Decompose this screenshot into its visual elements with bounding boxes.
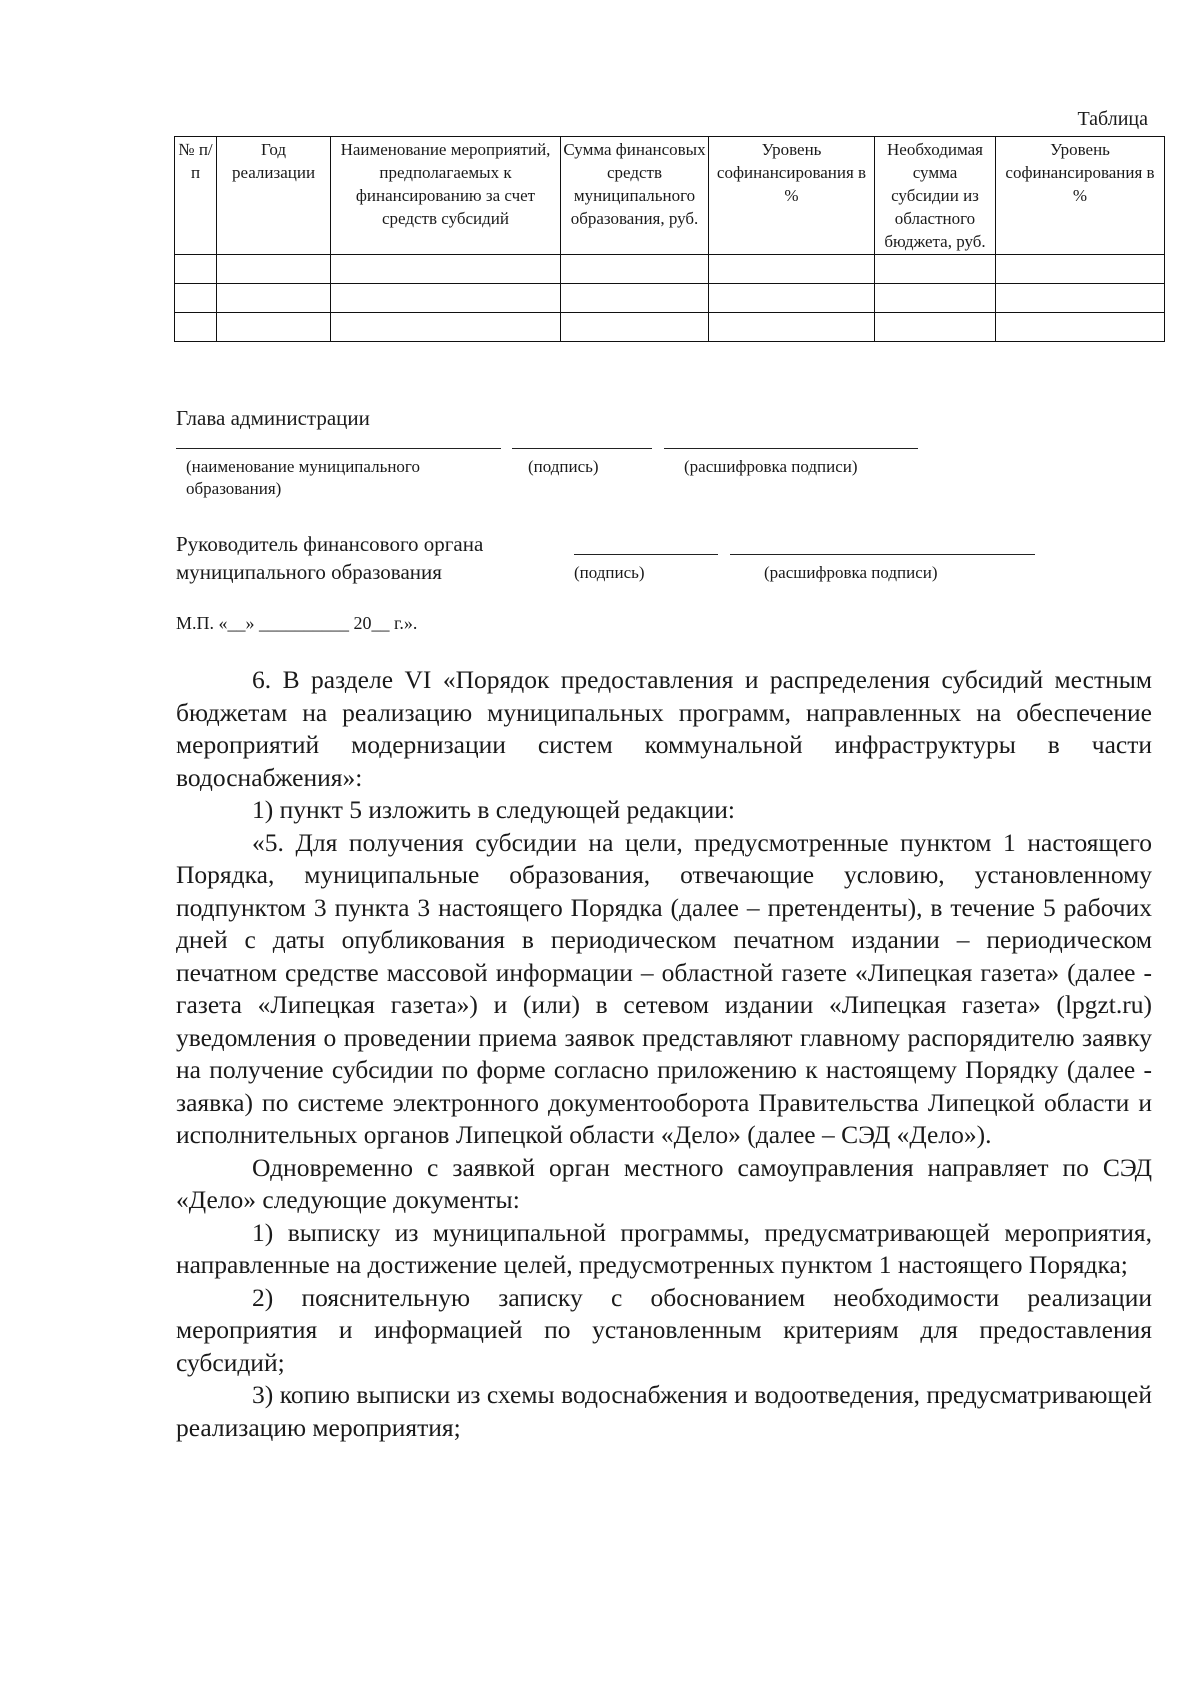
paragraph-doc-1: 1) выписку из муниципальной программы, предусматривающей мероприятия, направленные на достижение целей, предусмотренных пунктом 1 настоящего Порядка;	[176, 1217, 1152, 1279]
table-row	[175, 284, 1165, 313]
table-row	[175, 313, 1165, 342]
stamp-date-line: М.П. «__» __________ 20__ г.».	[176, 613, 418, 633]
header-cofinancing-level: Уровень софинансирования в %	[709, 137, 875, 255]
table-row	[175, 255, 1165, 284]
header-number: № п/п	[175, 137, 217, 255]
label-finance-decoding: (расшифровка подписи)	[764, 563, 938, 582]
head-decoding-line	[664, 448, 918, 449]
paragraph-doc-2: 2) пояснительную записку с обоснованием необходимости реализации мероприятия и информацией по установленным критериям для предоставления субсидий;	[176, 1282, 1152, 1377]
finance-title-line2: муниципального образования	[176, 560, 442, 584]
header-cofinancing-level-2: Уровень софинансирования в %	[996, 137, 1165, 255]
paragraph-documents-intro: Одновременно с заявкой орган местного самоуправления направляет по СЭД «Дело» следующие документы:	[176, 1152, 1152, 1214]
header-activities: Наименование мероприятий, предполагаемых к финансированию за счет средств субсидий	[331, 137, 561, 255]
paragraph-point-5: «5. Для получения субсидии на цели, предусмотренные пунктом 1 настоящего Порядка, муниципальные образования, отвечающие условию, установленному подпунктом 3 пункта 3 настоящего Порядка (далее – претенденты), в течение 5 рабочих дней с даты опубликования в периодическом печатном издании – периодическом печатном средстве массовой информации – областной газете «Липецкая газета» (далее - газета «Липецкая газета») и (или) в сетевом издании «Липецкая газета» (lpgzt.ru) уведомления о проведении приема заявок представляют главному распорядителю заявку на получение субсидии по форме согласно приложению к настоящему Порядку (далее - заявка) по системе электронного документооборота Правительства Липецкой области и исполнительных органов Липецкой области «Дело» (далее – СЭД «Дело»).	[176, 827, 1152, 1149]
table-caption: Таблица	[1077, 108, 1148, 130]
label-head-decoding: (расшифровка подписи)	[684, 457, 858, 476]
paragraph-section-6: 6. В разделе VI «Порядок предоставления и распределения субсидий местным бюджетам на реализацию муниципальных программ, направленных на обеспечение мероприятий модернизации систем коммунальной инфраструктуры в части водоснабжения»:	[176, 665, 1152, 792]
table-header-row	[175, 137, 1165, 255]
header-required-subsidy: Необходимая сумма субсидии из областного бюджета, руб.	[875, 137, 996, 255]
header-year: Год реализации	[217, 137, 331, 255]
paragraph-item-1: 1) пункт 5 изложить в следующей редакции:	[252, 795, 735, 824]
subsidy-table	[174, 136, 1165, 342]
municipality-line	[176, 448, 501, 449]
paragraph-doc-3: 3) копию выписки из схемы водоснабжения и водоотведения, предусматривающей реализацию мероприятия;	[176, 1380, 1152, 1442]
finance-decoding-line	[730, 554, 1035, 555]
main-text	[176, 664, 1152, 1444]
finance-title-line1: Руководитель финансового органа	[176, 532, 484, 556]
header-municipal-funds: Сумма финансовых средств муниципального образования, руб.	[561, 137, 709, 255]
head-title: Глава администрации	[176, 406, 370, 430]
finance-signature-line	[574, 554, 718, 555]
label-municipality	[186, 456, 486, 500]
label-head-signature: (подпись)	[528, 457, 599, 476]
label-finance-signature: (подпись)	[574, 563, 645, 582]
head-signature-line	[512, 448, 652, 449]
label-municipality-text: (наименование муниципального образования)	[186, 457, 420, 498]
